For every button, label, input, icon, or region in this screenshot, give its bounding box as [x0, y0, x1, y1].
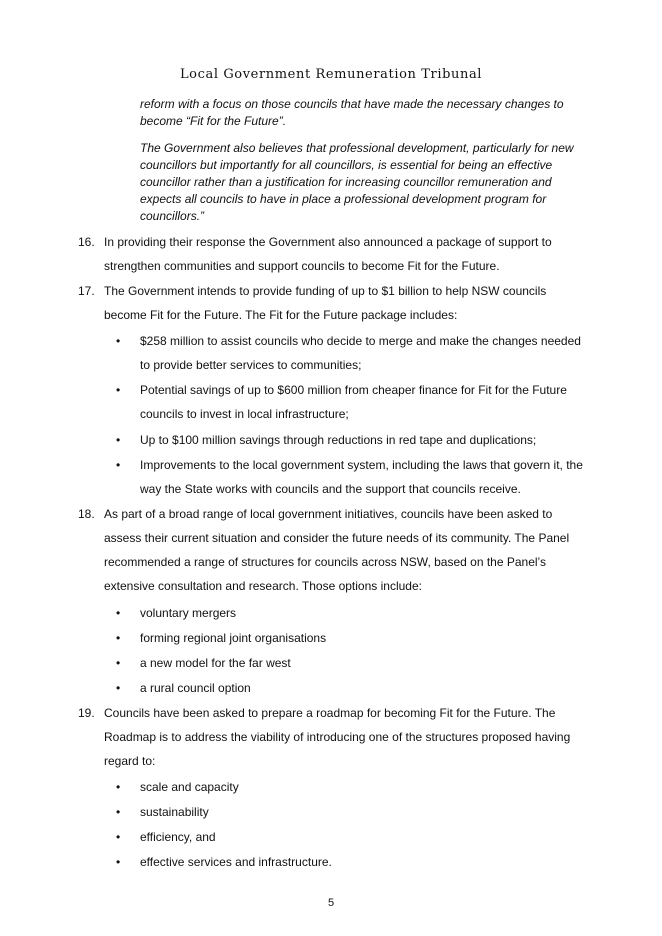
bullet-text: efficiency, and [140, 830, 216, 844]
bullet-icon: • [116, 830, 121, 844]
item-text: Councils have been asked to prepare a roadmap for becoming Fit for the Future. The Roadmap is to address the viability of introducing one of the structures proposed having regard to: [104, 706, 571, 768]
item-text: As part of a broad range of local government initiatives, councils have been asked to assess their current situation and consider the future needs of its community. The Panel recommended a range of structures for councils across NSW, based on the Panel’s extensive consultation and research. Those options include: [104, 507, 570, 593]
quote-paragraph-2 [140, 140, 580, 225]
list-item [116, 378, 584, 426]
bullet-text: forming regional joint organisations [140, 631, 327, 645]
bullet-icon: • [116, 855, 121, 869]
bullet-text: effective services and infrastructure. [140, 855, 332, 869]
bullet-icon: • [116, 681, 121, 695]
page-header: Local Government Remuneration Tribunal [179, 67, 483, 82]
bullet-icon: • [116, 334, 121, 348]
item-number: 18. [78, 507, 95, 521]
page-number: 5 [327, 897, 335, 909]
bullet-text: a rural council option [140, 681, 251, 695]
list-item [116, 676, 584, 700]
bullet-icon: • [116, 631, 121, 645]
bullet-text: Potential savings of up to $600 million from cheaper finance for Fit for the Future councils to invest in local infrastructure; [140, 383, 567, 421]
quote-text-2: The Government also believes that professional development, particularly for new councillors but importantly for all councillors, is essential for being an effective councillor rather than a justification for increasing councillor remuneration and expects all councils to have in place a professional development program for councillors.” [140, 141, 574, 223]
list-item [116, 800, 584, 824]
item-text: In providing their response the Government also announced a package of support to strengthen communities and support councils to become Fit for the Future. [104, 235, 552, 273]
list-item [116, 626, 584, 650]
quote-paragraph-1 [140, 96, 580, 130]
numbered-item-16 [78, 230, 588, 278]
bullet-text: scale and capacity [140, 780, 239, 794]
item-number: 19. [78, 706, 95, 720]
list-item [116, 775, 584, 799]
quote-text-1: reform with a focus on those councils that have made the necessary changes to become “Fit for the Future”. [140, 97, 564, 128]
item-text: The Government intends to provide funding of up to $1 billion to help NSW councils become Fit for the Future. The Fit for the Future package includes: [104, 284, 547, 322]
list-item [116, 329, 584, 377]
item-number: 16. [78, 235, 95, 249]
bullet-icon: • [116, 433, 121, 447]
bullet-text: Improvements to the local government system, including the laws that govern it, the way the State works with councils and the support that councils receive. [140, 458, 583, 496]
bullet-text: sustainability [140, 805, 209, 819]
bullet-icon: • [116, 606, 121, 620]
bullet-text: $258 million to assist councils who decide to merge and make the changes needed to provide better services to communities; [140, 334, 581, 372]
bullet-icon: • [116, 656, 121, 670]
item-number: 17. [78, 284, 95, 298]
list-item [116, 825, 584, 849]
bullet-icon: • [116, 458, 121, 472]
bullet-icon: • [116, 780, 121, 794]
numbered-item-17 [78, 279, 588, 327]
bullet-icon: • [116, 383, 121, 397]
numbered-item-18 [78, 502, 588, 598]
bullet-text: Up to $100 million savings through reductions in red tape and duplications; [140, 433, 537, 447]
numbered-item-19 [78, 701, 588, 773]
list-item [116, 850, 584, 874]
list-item [116, 428, 584, 452]
bullet-icon: • [116, 805, 121, 819]
list-item [116, 601, 584, 625]
list-item [116, 651, 584, 675]
list-item [116, 453, 584, 501]
bullet-text: a new model for the far west [140, 656, 291, 670]
bullet-text: voluntary mergers [140, 606, 237, 620]
